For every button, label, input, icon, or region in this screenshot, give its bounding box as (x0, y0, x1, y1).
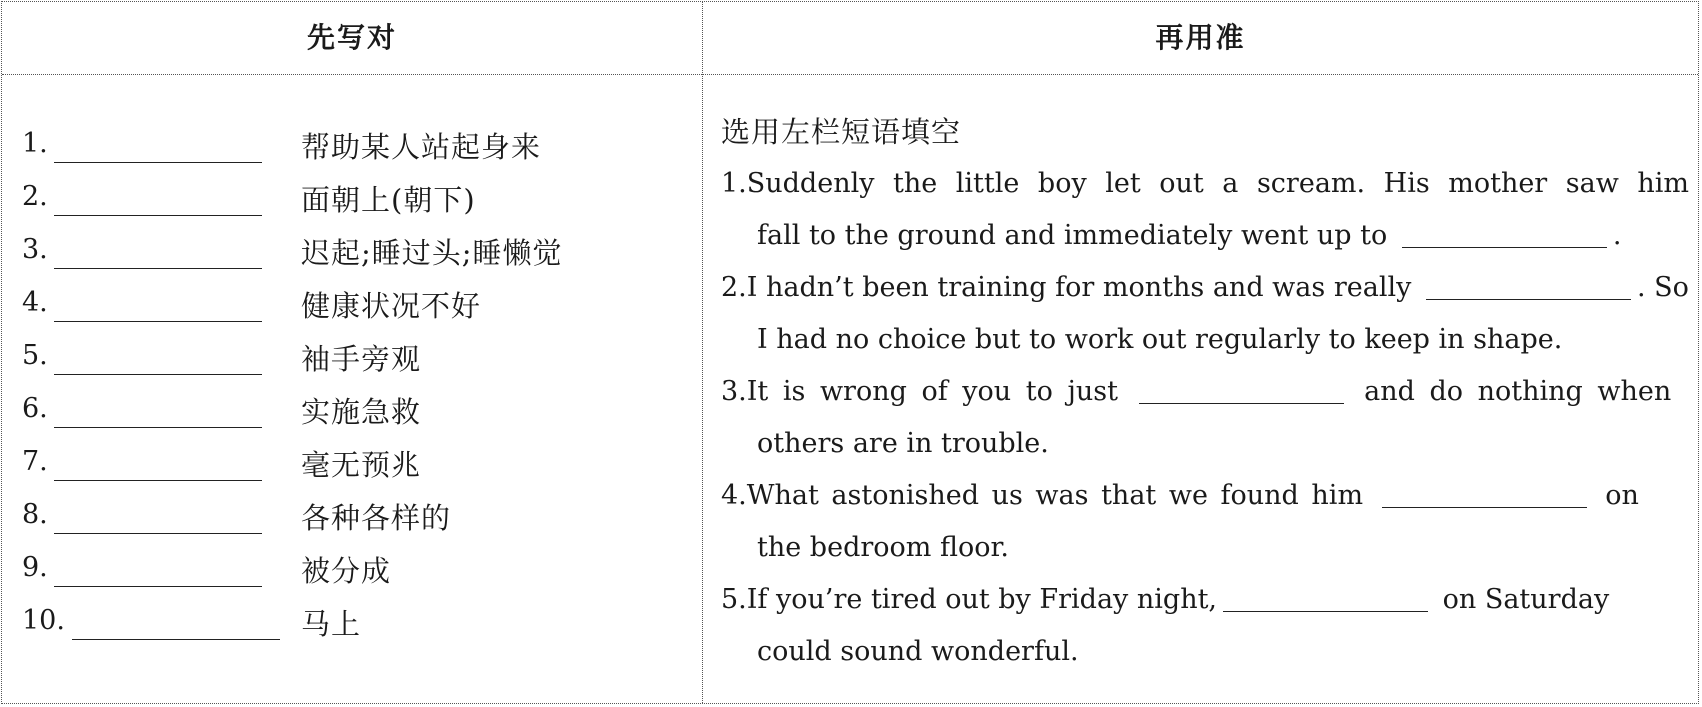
answer-blank[interactable] (54, 586, 262, 587)
vocab-number: 5. (22, 340, 48, 371)
question-item (721, 158, 1689, 262)
answer-blank[interactable] (54, 427, 262, 428)
vocab-number: 2. (22, 181, 48, 212)
question-text: and do nothing when (1364, 376, 1672, 407)
vocab-item (22, 332, 682, 385)
vocab-meaning: 实施急救 (301, 395, 422, 429)
question-text: Suddenly the little boy let out a scream. His mother saw him (746, 168, 1689, 199)
vocab-meaning: 被分成 (301, 554, 392, 588)
vocab-number: 4. (22, 287, 48, 318)
question-number: 2. (721, 272, 747, 303)
question-item (721, 262, 1689, 366)
vocab-item (22, 279, 682, 332)
question-text: It is wrong of you to just (746, 376, 1118, 407)
vocab-meaning: 袖手旁观 (301, 342, 422, 376)
vocab-number: 9. (22, 552, 48, 583)
vocab-item (22, 544, 682, 597)
question-number: 4. (721, 480, 747, 511)
answer-blank[interactable] (54, 162, 262, 163)
vocab-meaning: 马上 (301, 607, 362, 641)
header-divider (2, 74, 1698, 75)
answer-blank[interactable] (54, 374, 262, 375)
vocab-item (22, 491, 682, 544)
answer-blank[interactable] (54, 533, 262, 534)
exercise-table (1, 1, 1699, 704)
question-text: . So (1636, 272, 1689, 303)
answer-blank[interactable] (1402, 247, 1607, 248)
question-text: fall to the ground and immediately went up to (757, 220, 1388, 251)
vocab-item (22, 173, 682, 226)
question-text: on (1605, 480, 1639, 511)
question-text: . (1612, 220, 1622, 251)
vocab-item (22, 597, 682, 650)
vocab-meaning: 帮助某人站起身来 (301, 130, 542, 164)
answer-blank[interactable] (54, 215, 262, 216)
column-divider (702, 2, 703, 703)
fill-in-exercise (721, 106, 1689, 678)
vocab-item (22, 120, 682, 173)
question-item (721, 574, 1689, 678)
vocab-list (22, 120, 682, 650)
question-text: I hadn’t been training for months and was really (746, 272, 1412, 303)
vocab-number: 6. (22, 393, 48, 424)
question-number: 3. (721, 376, 747, 407)
vocab-number: 7. (22, 446, 48, 477)
vocab-number: 1. (22, 128, 48, 159)
answer-blank[interactable] (1223, 611, 1428, 612)
question-text: could sound wonderful. (757, 636, 1079, 667)
exercise-instruction: 选用左栏短语填空 (721, 115, 962, 149)
answer-blank[interactable] (1426, 299, 1631, 300)
answer-blank[interactable] (1139, 403, 1344, 404)
question-text: on Saturday (1442, 584, 1610, 615)
answer-blank[interactable] (54, 480, 262, 481)
answer-blank[interactable] (72, 639, 280, 640)
vocab-item (22, 226, 682, 279)
vocab-item (22, 438, 682, 491)
vocab-meaning: 各种各样的 (301, 501, 452, 535)
vocab-item (22, 385, 682, 438)
vocab-meaning: 面朝上(朝下) (301, 183, 476, 217)
answer-blank[interactable] (1382, 507, 1587, 508)
vocab-meaning: 健康状况不好 (301, 289, 482, 323)
vocab-number: 10. (22, 605, 65, 636)
question-text: others are in trouble. (757, 428, 1049, 459)
vocab-number: 3. (22, 234, 48, 265)
question-text: the bedroom floor. (757, 532, 1009, 563)
answer-blank[interactable] (54, 268, 262, 269)
question-item (721, 470, 1689, 574)
answer-blank[interactable] (54, 321, 262, 322)
right-column-title: 再用准 (1155, 21, 1246, 54)
question-text: I had no choice but to work out regularly to keep in shape. (757, 324, 1563, 355)
left-column-title: 先写对 (306, 21, 397, 54)
question-item (721, 366, 1689, 470)
question-number: 1. (721, 168, 747, 199)
vocab-meaning: 迟起;睡过头;睡懒觉 (301, 236, 563, 270)
question-text: What astonished us was that we found him (746, 480, 1364, 511)
question-text: If you’re tired out by Friday night, (746, 584, 1218, 615)
vocab-meaning: 毫无预兆 (301, 448, 422, 482)
question-number: 5. (721, 584, 747, 615)
vocab-number: 8. (22, 499, 48, 530)
